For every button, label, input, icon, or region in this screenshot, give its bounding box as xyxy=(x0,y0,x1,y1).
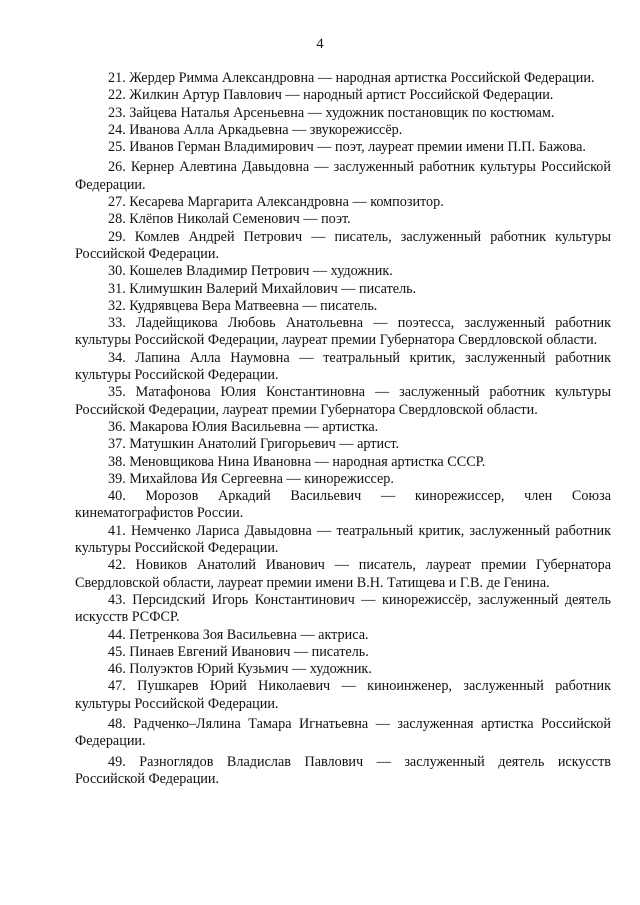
list-item: 35. Матафонова Юлия Константиновна — заслуженный работник культуры Российской Федерации, лауреат премии Губернатора Свердловской области. xyxy=(75,384,611,418)
page-number: 4 xyxy=(316,36,324,52)
list-item: 28. Клёпов Николай Семенович — поэт. xyxy=(108,211,351,228)
list-item: 23. Зайцева Наталья Арсеньевна — художник постановщик по костюмам. xyxy=(108,104,555,121)
list-item: 31. Климушкин Валерий Михайлович — писатель. xyxy=(108,280,417,297)
list-item: 30. Кошелев Владимир Петрович — художник. xyxy=(108,263,393,280)
list-item: 34. Лапина Алла Наумовна — театральный критик, заслуженный работник культуры Российской Федерации. xyxy=(75,349,611,384)
list-item: 46. Полуэктов Юрий Кузьмич — художник. xyxy=(108,661,372,678)
list-item: 36. Макарова Юлия Васильевна — артистка. xyxy=(108,418,379,435)
list-item: 32. Кудрявцева Вера Матвеевна — писатель. xyxy=(108,297,378,314)
list-item: 49. Разноглядов Владислав Павлович — заслуженный деятель искусств Российской Федерации. xyxy=(75,753,611,787)
list-item: 21. Жердер Римма Александровна — народная артистка Российской Федерации. xyxy=(108,70,595,86)
list-item: 44. Петренкова Зоя Васильевна — актриса. xyxy=(108,626,369,643)
list-item: 42. Новиков Анатолий Иванович — писатель, лауреат премии Губернатора Свердловской области, лауреат премии имени В.Н. Татищева и Г.В. де Генина. xyxy=(75,557,611,591)
list-item: 25. Иванов Герман Владимирович — поэт, лауреат премии имени П.П. Бажова. xyxy=(108,139,586,156)
list-item: 41. Немченко Лариса Давыдовна — театральный критик, заслуженный работник культуры Российской Федерации. xyxy=(75,522,611,557)
list-item: 37. Матушкин Анатолий Григорьевич — артист. xyxy=(108,436,400,453)
list-item: 47. Пушкарев Юрий Николаевич — киноинженер, заслуженный работник культуры Российской Федерации. xyxy=(75,678,611,712)
list-item: 33. Ладейщикова Любовь Анатольевна — поэтесса, заслуженный работник культуры Российской Федерации, лауреат премии Губернатора Свердловской области. xyxy=(75,315,611,349)
list-item: 45. Пинаев Евгений Иванович — писатель. xyxy=(108,643,369,660)
list-item: 24. Иванова Алла Аркадьевна — звукорежиссёр. xyxy=(108,121,403,138)
list-item: 27. Кесарева Маргарита Александровна — композитор. xyxy=(108,194,444,211)
list-item: 39. Михайлова Ия Сергеевна — кинорежиссер. xyxy=(108,470,394,487)
list-item: 40. Морозов Аркадий Васильевич — кинорежиссер, член Союза кинематографистов России. xyxy=(75,488,611,522)
list-item: 29. Комлев Андрей Петрович — писатель, заслуженный работник культуры Российской Федерации. xyxy=(75,228,611,262)
list-item: 48. Радченко–Лялина Тамара Игнатьевна — заслуженная артистка Российской Федерации. xyxy=(75,715,611,750)
list-item: 22. Жилкин Артур Павлович — народный артист Российской Федерации. xyxy=(108,87,554,104)
list-item: 43. Персидский Игорь Константинович — кинорежиссёр, заслуженный деятель искусств РСФСР. xyxy=(75,591,611,626)
list-item: 38. Меновщикова Нина Ивановна — народная артистка СССР. xyxy=(108,453,486,470)
member-list xyxy=(75,70,611,788)
list-item: 26. Кернер Алевтина Давыдовна — заслуженный работник культуры Российской Федерации. xyxy=(75,159,611,193)
